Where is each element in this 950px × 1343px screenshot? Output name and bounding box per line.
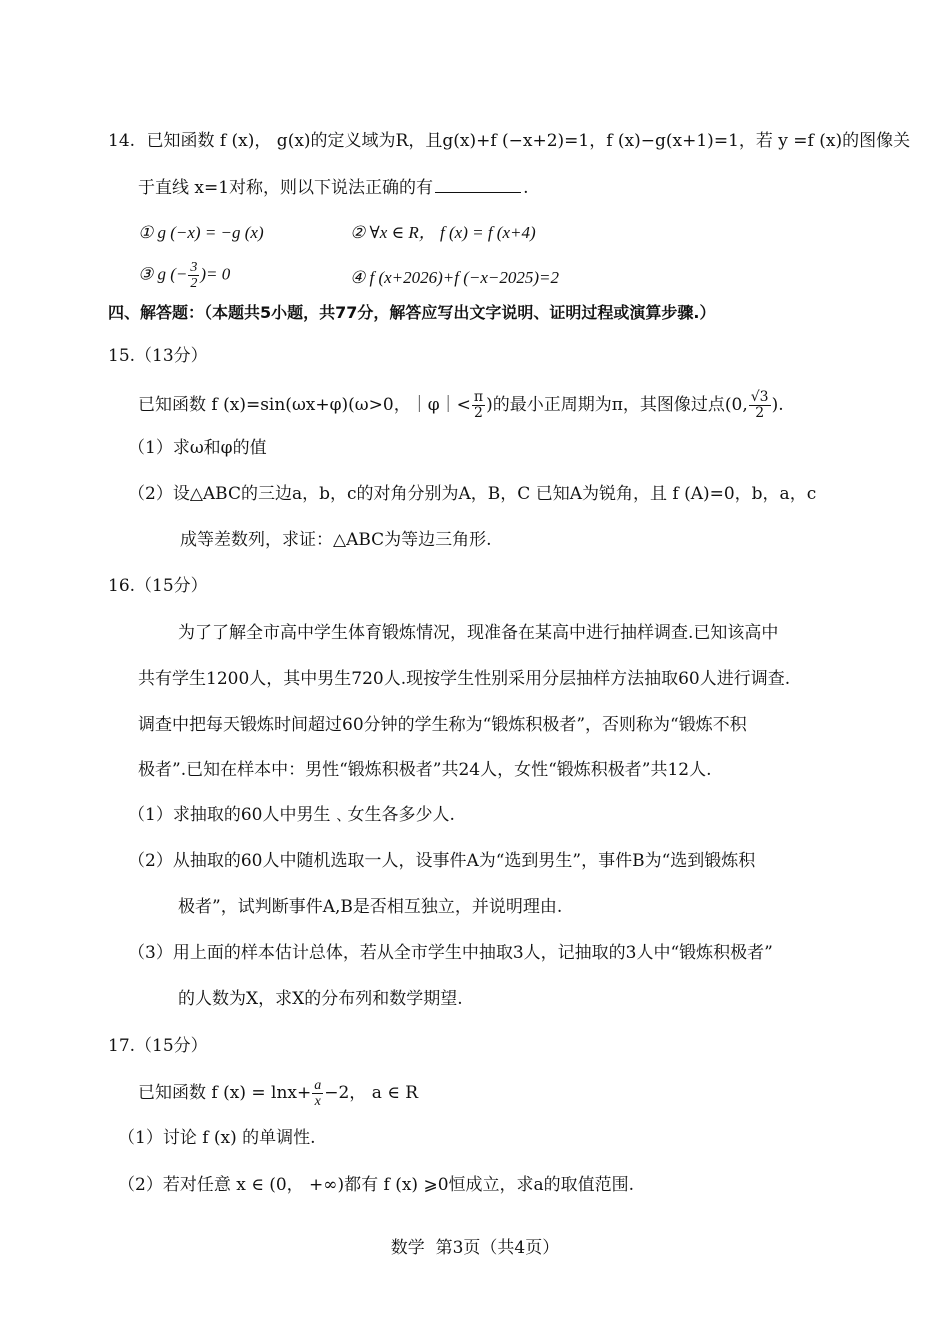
- q14-stem-line2: 于直线 x=1对称，则以下说法正确的有: [138, 178, 434, 198]
- fraction-numerator: 3: [190, 260, 198, 275]
- fraction-denominator: x: [314, 1094, 321, 1109]
- page-footer: 数学 第3页（共4页）: [390, 1238, 560, 1258]
- q17-part-1: （1）讨论 f (x) 的单调性.: [118, 1128, 316, 1148]
- q14-option-3-fraction: [188, 260, 199, 291]
- q16-heading: 16.（15分）: [108, 576, 208, 596]
- fraction-denominator: 2: [190, 276, 198, 291]
- q14-option-1: ① g (−x) = −g (x): [138, 223, 264, 242]
- q15-pi-fraction: [472, 390, 485, 421]
- q16-para-line4: 极者”.已知在样本中：男性“锻炼积极者”共24人，女性“锻炼积极者”共12人.: [138, 760, 712, 780]
- q14-option-2: ② ∀x ∈ R， f (x) = f (x+4): [350, 223, 536, 242]
- fraction-numerator: a: [314, 1078, 322, 1093]
- q15-stem: [138, 390, 784, 421]
- fraction-denominator: 2: [474, 405, 483, 421]
- q17-a-over-x-fraction: [312, 1078, 323, 1109]
- q14-answer-blank[interactable]: [435, 176, 521, 193]
- q14-stem-end: .: [523, 178, 529, 198]
- q16-part-3-line1: （3）用上面的样本估计总体，若从全市学生中抽取3人，记抽取的3人中“锻炼积极者”: [128, 943, 773, 963]
- q16-para-line2: 共有学生1200人，其中男生720人.现按学生性别采用分层抽样方法抽取60人进行调查.: [138, 669, 791, 689]
- q14-option-3-post: )= 0: [200, 264, 231, 284]
- q14-line1: [108, 128, 910, 154]
- q16-part-3-line2: 的人数为X，求X的分布列和数学期望.: [178, 989, 463, 1009]
- q16-para-line3: 调查中把每天锻炼时间超过60分钟的学生称为“锻炼积极者”，否则称为“锻炼不积: [138, 715, 747, 735]
- q14-option-3: [138, 260, 230, 291]
- q17-stem-b: −2， a ∈ R: [324, 1083, 419, 1103]
- q16-part-2-line1: （2）从抽取的60人中随机选取一人，设事件A为“选到男生”，事件B为“选到锻炼积: [128, 851, 756, 871]
- q14-option-3-pre: ③ g (−: [138, 264, 188, 284]
- q15-sqrt-fraction: [749, 390, 771, 421]
- q17-heading: 17.（15分）: [108, 1036, 208, 1056]
- q16-part-1: （1）求抽取的60人中男生﹑女生各多少人.: [128, 805, 455, 825]
- fraction-numerator: π: [473, 389, 484, 405]
- q16-part-2-line2: 极者”，试判断事件A,B是否相互独立，并说明理由.: [178, 897, 563, 917]
- q15-part-2-line1: （2）设△ABC的三边a，b，c的对角分别为A，B，C 已知A为锐角，且 f (A)=0，b，a，c: [128, 484, 817, 504]
- fraction-denominator: 2: [755, 405, 765, 421]
- q15-part-1: （1）求ω和φ的值: [128, 438, 267, 458]
- q17-stem: [138, 1078, 418, 1109]
- q14-number: 14.: [108, 131, 136, 151]
- q15-heading: 15.（13分）: [108, 346, 208, 366]
- section-4-heading: 四、解答题：（本题共5小题，共77分，解答应写出文字说明、证明过程或演算步骤.）: [108, 303, 716, 322]
- q16-para-line1: 为了了解全市高中学生体育锻炼情况，现准备在某高中进行抽样调查.已知该高中: [178, 623, 779, 643]
- q15-part-2-line2: 成等差数列，求证：△ABC为等边三角形.: [180, 530, 492, 550]
- fraction-numerator: √3: [750, 389, 769, 405]
- q14-stem-line1: 已知函数 f (x)， g(x)的定义域为R，且g(x)+f (−x+2)=1，f (x)−g(x+1)=1，若 y =f (x)的图像关: [146, 131, 911, 151]
- q17-part-2: （2）若对任意 x ∈ (0， +∞)都有 f (x) ⩾0恒成立，求a的取值范围.: [118, 1175, 635, 1195]
- q15-stem-c: ).: [771, 395, 784, 415]
- q15-stem-a: 已知函数 f (x)=sin(ωx+φ)(ω>0，｜φ｜<: [138, 395, 471, 415]
- q14-line2: [138, 175, 528, 201]
- q14-option-4: ④ f (x+2026)+f (−x−2025)=2: [350, 268, 560, 287]
- q15-stem-b: )的最小正周期为π，其图像过点(0,: [486, 395, 748, 415]
- q17-stem-a: 已知函数 f (x) = lnx+: [138, 1083, 312, 1103]
